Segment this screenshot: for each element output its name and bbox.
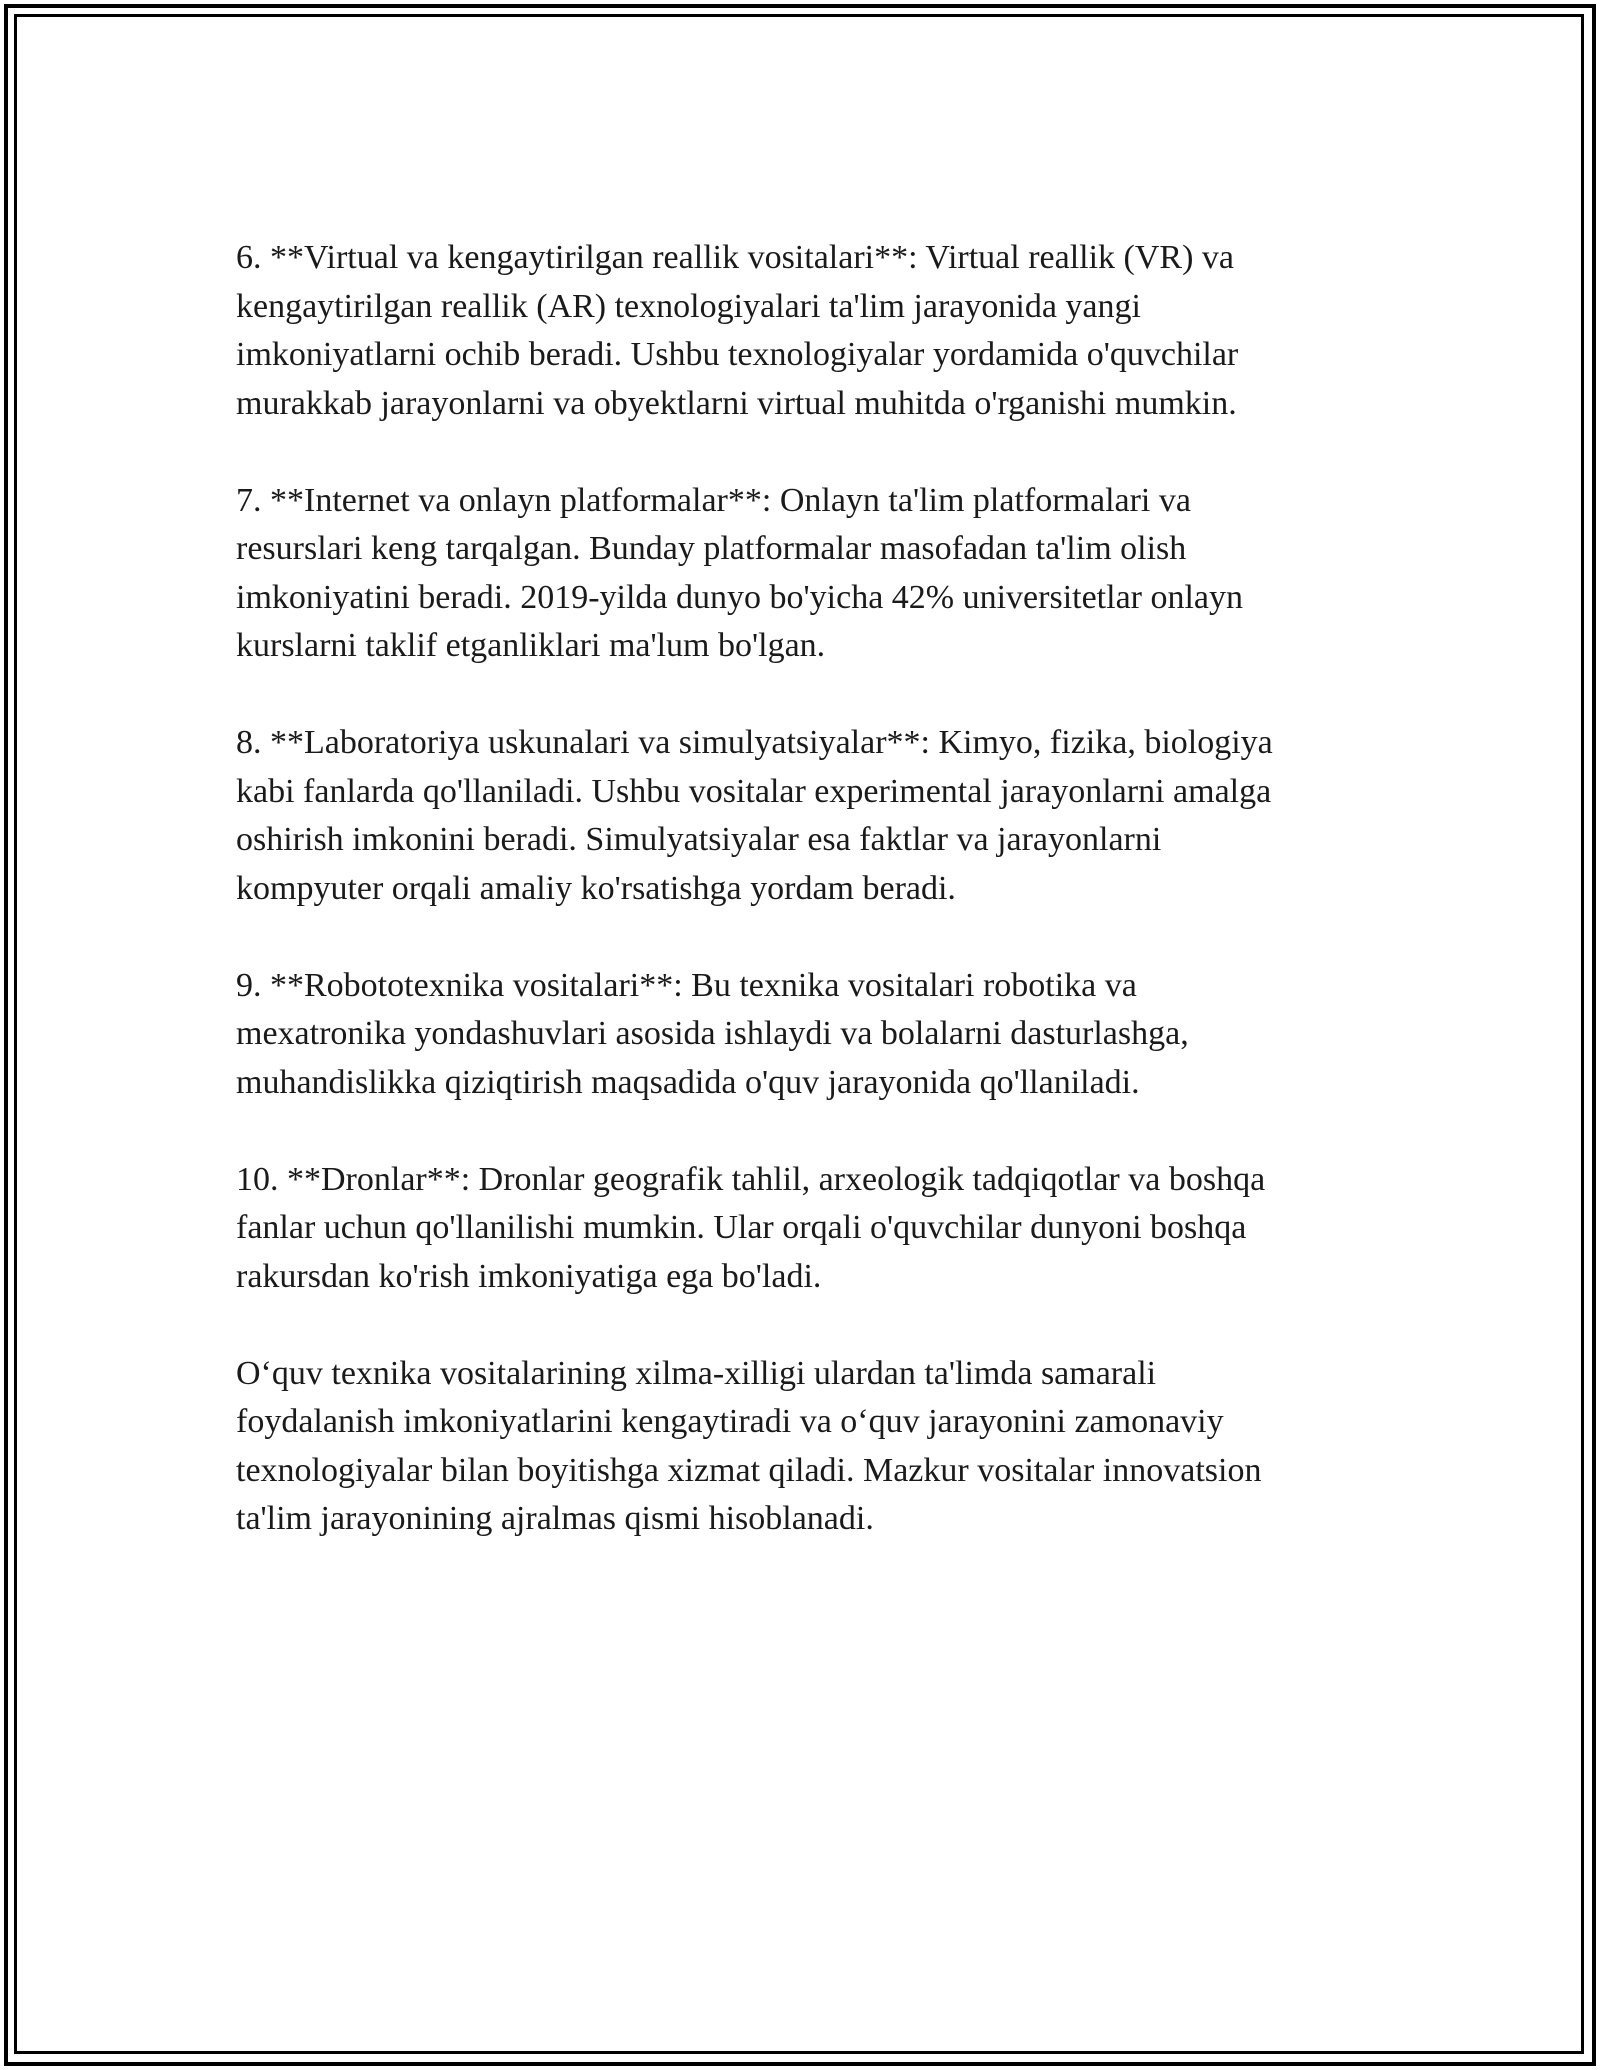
- text-line: O‘quv texnika vositalarining xilma-xilligi ulardan ta'limda samarali: [236, 1354, 1157, 1392]
- text-line: imkoniyatini beradi. 2019-yilda dunyo bo'yicha 42% universitetlar onlayn: [236, 578, 1244, 616]
- text-line: ta'lim jarayonining ajralmas qismi hisoblanadi.: [236, 1500, 874, 1537]
- text-line: kabi fanlarda qo'llaniladi. Ushbu vositalar experimental jarayonlarni amalga: [236, 772, 1272, 810]
- text-line: 10. **Dronlar**: Dronlar geografik tahlil, arxeologik tadqiqotlar va boshqa: [236, 1160, 1266, 1198]
- paragraph-item-9: [236, 962, 1376, 1108]
- text-line: imkoniyatlarni ochib beradi. Ushbu texnologiyalar yordamida o'quvchilar: [236, 336, 1239, 373]
- text-line: mexatronika yondashuvlari asosida ishlaydi va bolalarni dasturlashga,: [236, 1015, 1189, 1052]
- paragraph-item-8: [236, 719, 1376, 913]
- text-line: foydalanish imkoniyatlarini kengaytiradi va o‘quv jarayonini zamonaviy: [236, 1403, 1224, 1440]
- paragraph-conclusion: [236, 1350, 1376, 1544]
- text-line: kompyuter orqali amaliy ko'rsatishga yordam beradi.: [236, 869, 956, 907]
- text-line: muhandislikka qiziqtirish maqsadida o'quv jarayonida qo'llaniladi.: [236, 1063, 1140, 1101]
- text-line: kurslarni taklif etganliklari ma'lum bo'lgan.: [236, 627, 826, 664]
- paragraph-item-10: [236, 1156, 1376, 1302]
- text-line: rakursdan ko'rish imkoniyatiga ega bo'ladi.: [236, 1257, 822, 1295]
- document-body: [236, 234, 1376, 1592]
- text-line: 9. **Robototexnika vositalari**: Bu texnika vositalari robotika va: [236, 966, 1137, 1004]
- text-line: murakkab jarayonlarni va obyektlarni virtual muhitda o'rganishi mumkin.: [236, 384, 1237, 422]
- text-line: resurslari keng tarqalgan. Bunday platformalar masofadan ta'lim olish: [236, 530, 1187, 567]
- paragraph-item-6: [236, 234, 1376, 428]
- text-line: 8. **Laboratoriya uskunalari va simulyatsiyalar**: Kimyo, fizika, biologiya: [236, 724, 1273, 761]
- text-line: texnologiyalar bilan boyitishga xizmat qiladi. Mazkur vositalar innovatsion: [236, 1451, 1262, 1489]
- text-line: fanlar uchun qo'llanilishi mumkin. Ular orqali o'quvchilar dunyoni boshqa: [236, 1209, 1247, 1246]
- text-line: 7. **Internet va onlayn platformalar**: Onlayn ta'lim platformalari va: [236, 481, 1191, 519]
- paragraph-item-7: [236, 477, 1376, 671]
- text-line: kengaytirilgan reallik (AR) texnologiyalari ta'lim jarayonida yangi: [236, 287, 1141, 325]
- text-line: oshirish imkonini beradi. Simulyatsiyalar esa faktlar va jarayonlarni: [236, 821, 1162, 858]
- text-line: 6. **Virtual va kengaytirilgan reallik vositalari**: Virtual reallik (VR) va: [236, 239, 1235, 276]
